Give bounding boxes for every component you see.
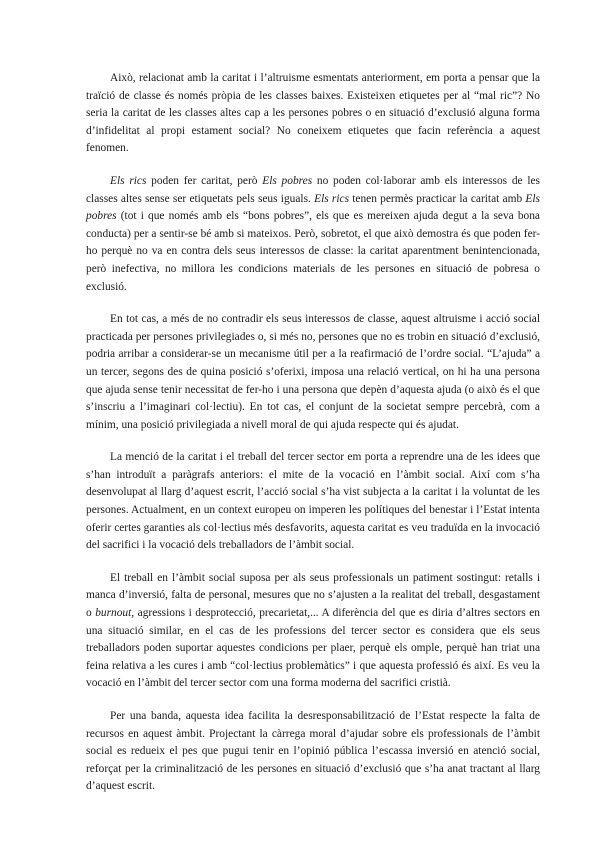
text-segment: , agressions i desprotecció, precarietat,... A diferència del que es diria d’altres sectors en una situació similar, en el cas de les professions del tercer sector es considera que els seus treballadors poden suportar aquestes condicions per plaer, perquè els omple, perquè han triat una feina relativa a les cures i amb “col·lectius problemàtics” i que aquesta professió és així. Es veu la vocació en l’àmbit del tercer sector com una forma moderna del sacrifici cristià. [86,607,540,690]
paragraph-4 [86,449,540,555]
text-segment: En tot cas, a més de no contradir els seus interessos de classe, aquest altruisme i acció social practicada per persones privilegiades o, si més no, persones que no es trobin en situació d’exclusió, podria arribar a considerar-se un mecanisme útil per a la reafirmació de l’ordre social. “L’ajuda” a un tercer, segons des de quina posició s’oferixi, imposa una relació vertical, on hi ha una persona que ajuda sense tenir necessitat de fer-ho i una persona que depèn d’aquesta ajuda (o això és el que s’inscriu a l’imaginari col·lectiu). En tot cas, el conjunt de la societat sempre percebrà, com a mínim, una posició privilegiada a nivell moral de qui ajuda respecte qui és ajudat. [86,313,540,431]
italic-segment: Els rics [110,174,147,187]
paragraph-5 [86,570,540,693]
paragraph-2 [86,173,540,296]
paragraph-3 [86,311,540,434]
text-segment: Per una banda, aquesta idea facilita la desresponsabilització de l’Estat respecte la falta de recursos en aquest àmbit. Projectant la càrrega moral d’ajudar sobre els professionals de l’àmbit social es redueix el pes que pugui tenir en l’opinió pública l’escassa inversió en atenció social, reforçat per la criminalització de les persones en situació d’exclusió que s’ha anat tractant al llarg d’aquest escrit. [86,710,540,793]
text-segment: La menció de la caritat i el treball del tercer sector em porta a reprendre una de les idees que s’han introduït a paràgrafs anteriors: el mite de la vocació en l’àmbit social. Així com s’ha desenvolupat al llarg d’aquest escrit, l’acció social s’ha vist subjecta a la caritat i la voluntat de les persones. Actualment, en un context europeu on imperen les polítiques del benestar i l’Estat intenta oferir certes garanties als col·lectius més desfavorits, aquesta caritat es veu traduïda en la invocació del sacrifici i la vocació dels treballadors de l’àmbit social. [86,451,540,552]
paragraph-1 [86,70,540,158]
text-segment: Això, relacionat amb la caritat i l’altruisme esmentats anteriorment, em porta a pensar que la traïció de classe és només pròpia de les classes baixes. Existeixen etiquetes per al “mal ric”? No seria la caritat de les classes altes cap a les persones pobres o en situació d’exclusió alguna forma d’infidelitat al propi estament social? No coneixem etiquetes que facin referència a aquest fenomen. [86,72,540,155]
text-segment: El treball en l’àmbit social suposa per als seus professionals un patiment sostingut: retalls i manca d’inversió, falta de personal, mesures que no s’ajusten a la realitat del treball, desgastament o [86,571,540,620]
italic-segment: Els pobres [262,174,313,187]
text-segment: tenen permès practicar la caritat amb [349,192,526,205]
italic-segment: burnout [95,607,132,620]
italic-segment: Els rics [314,192,349,205]
text-segment: poden fer caritat, però [146,174,263,187]
text-segment: no poden col·laborar amb els interessos de les classes altes sense ser etiquetats pels seus iguals. [86,174,540,205]
text-segment: (tot i que només amb els “bons pobres”, els que es mereixen ajuda degut a la seva bona conducta) per a sentir-se bé amb si mateixos. Però, sobretot, el que això demostra és que poden fer-ho perquè no va en contra dels seus interessos de classe: la caritat aparentment benintencionada, però inefectiva, no millora les condicions materials de les persones en situació de pobresa o exclusió. [86,210,540,293]
italic-segment: Els pobres [86,192,540,223]
paragraph-6 [86,708,540,796]
